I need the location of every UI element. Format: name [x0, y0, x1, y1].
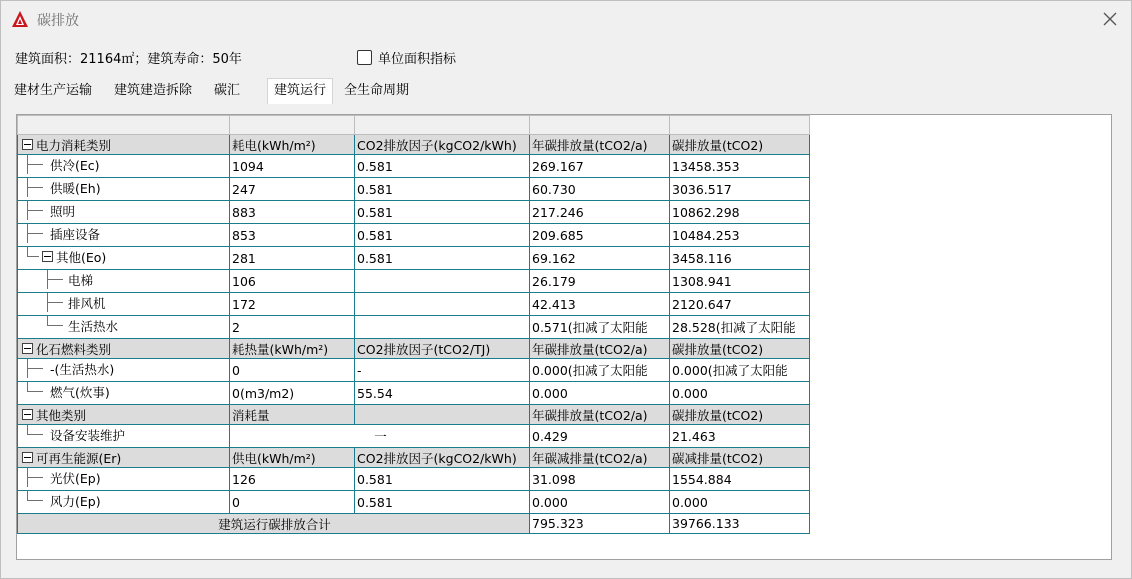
- header-cell: 碳排放量(tCO2): [670, 339, 810, 359]
- table-row[interactable]: [18, 316, 810, 339]
- header-cell: [355, 405, 530, 425]
- window-title: 碳排放: [37, 13, 79, 29]
- tab-construction-demolition[interactable]: 建筑建造拆除: [114, 83, 193, 98]
- cell: 0.000: [670, 382, 810, 405]
- cell[interactable]: 0.581: [355, 468, 530, 491]
- cell: 69.162: [530, 247, 670, 270]
- per-area-checkbox[interactable]: [357, 48, 456, 67]
- renewable-category-cell[interactable]: [18, 448, 230, 468]
- cell: 0.000: [530, 382, 670, 405]
- cell: 60.730: [530, 178, 670, 201]
- fossil-category-label: 化石燃料类别: [36, 341, 112, 357]
- row-label: 风力(Ep): [50, 493, 101, 509]
- other-category-label: 其他类别: [36, 407, 87, 423]
- cell[interactable]: 126: [230, 468, 355, 491]
- cell[interactable]: 0.581: [355, 224, 530, 247]
- header-cell: 年碳排放量(tCO2/a): [530, 405, 670, 425]
- header-cell: 碳减排量(tCO2): [670, 448, 810, 468]
- cell: 269.167: [530, 155, 670, 178]
- table-row[interactable]: [18, 201, 810, 224]
- cell[interactable]: 106: [230, 270, 355, 293]
- table-row[interactable]: [18, 293, 810, 316]
- cell[interactable]: [355, 316, 530, 339]
- row-label: -(生活热水): [50, 361, 115, 377]
- autocad-logo-icon: [11, 10, 29, 28]
- table-row[interactable]: [18, 359, 810, 382]
- total-emission: 39766.133: [670, 514, 810, 534]
- cell: 0.000: [530, 491, 670, 514]
- collapse-icon[interactable]: [22, 409, 33, 420]
- row-label: 设备安装维护: [50, 427, 126, 443]
- cell: 2120.647: [670, 293, 810, 316]
- cell: 13458.353: [670, 155, 810, 178]
- cell[interactable]: 0.581: [355, 247, 530, 270]
- row-label: 电梯: [68, 272, 94, 288]
- header-cell: 碳排放量(tCO2): [670, 135, 810, 155]
- cell[interactable]: [355, 293, 530, 316]
- cell[interactable]: 0: [230, 491, 355, 514]
- header-cell: 年碳排放量(tCO2/a): [530, 135, 670, 155]
- cell[interactable]: 247: [230, 178, 355, 201]
- table-row[interactable]: [18, 382, 810, 405]
- electric-category-cell[interactable]: [18, 135, 230, 155]
- cell: 21.463: [670, 425, 810, 448]
- electric-header-row: [18, 135, 810, 155]
- renewable-header-row: [18, 448, 810, 468]
- cell: 0.000(扣减了太阳能: [530, 359, 670, 382]
- table-row[interactable]: [18, 425, 810, 448]
- other-header-row: [18, 405, 810, 425]
- cell[interactable]: 1094: [230, 155, 355, 178]
- cell: 3458.116: [670, 247, 810, 270]
- renewable-category-label: 可再生能源(Er): [36, 450, 122, 466]
- cell: 10484.253: [670, 224, 810, 247]
- cell: 0.000(扣减了太阳能: [670, 359, 810, 382]
- header-cell: CO2排放因子(kgCO2/kWh): [355, 135, 530, 155]
- cell[interactable]: 853: [230, 224, 355, 247]
- table-row[interactable]: [18, 178, 810, 201]
- checkbox-label: 单位面积指标: [378, 52, 457, 67]
- collapse-icon[interactable]: [22, 139, 33, 150]
- row-label: 供暖(Eh): [50, 180, 101, 196]
- table-row[interactable]: [18, 491, 810, 514]
- cell: 209.685: [530, 224, 670, 247]
- total-label: 建筑运行碳排放合计: [18, 514, 530, 534]
- row-label: 排风机: [68, 295, 106, 311]
- tab-building-operation[interactable]: 建筑运行: [267, 78, 333, 104]
- cell[interactable]: 55.54: [355, 382, 530, 405]
- total-row: [18, 514, 810, 534]
- collapse-icon[interactable]: [22, 452, 33, 463]
- header-cell: 年碳减排量(tCO2/a): [530, 448, 670, 468]
- cell: 1554.884: [670, 468, 810, 491]
- cell: 42.413: [530, 293, 670, 316]
- other-category-cell[interactable]: [18, 405, 230, 425]
- cell[interactable]: 0: [230, 359, 355, 382]
- cell[interactable]: 172: [230, 293, 355, 316]
- close-icon[interactable]: [1101, 10, 1119, 28]
- row-label: 其他(Eo): [56, 249, 107, 265]
- row-label: 照明: [50, 203, 76, 219]
- header-cell: 供电(kWh/m²): [230, 448, 355, 468]
- header-cell: 年碳排放量(tCO2/a): [530, 339, 670, 359]
- table-row[interactable]: [18, 270, 810, 293]
- cell[interactable]: 0.581: [355, 178, 530, 201]
- row-label: 生活热水: [68, 318, 119, 334]
- header-cell: CO2排放因子(kgCO2/kWh): [355, 448, 530, 468]
- cell: 3036.517: [670, 178, 810, 201]
- cell: 0.429: [530, 425, 670, 448]
- operation-panel: [16, 114, 1112, 560]
- header-cell: 耗热量(kWh/m²): [230, 339, 355, 359]
- cell[interactable]: 0.581: [355, 491, 530, 514]
- cell[interactable]: -: [355, 359, 530, 382]
- total-annual: 795.323: [530, 514, 670, 534]
- table-row[interactable]: [18, 224, 810, 247]
- operation-grid: [17, 115, 810, 534]
- cell[interactable]: 2: [230, 316, 355, 339]
- row-label: 燃气(炊事): [50, 384, 110, 400]
- table-row[interactable]: [18, 155, 810, 178]
- cell: 26.179: [530, 270, 670, 293]
- electric-category-label: 电力消耗类别: [36, 137, 112, 153]
- header-cell: 消耗量: [230, 405, 355, 425]
- row-label: 光伏(Ep): [50, 470, 101, 486]
- cell[interactable]: 0.581: [355, 201, 530, 224]
- tab-carbon-sink[interactable]: 碳汇: [214, 83, 241, 98]
- cell[interactable]: 一: [230, 425, 530, 448]
- title-bar: [1, 1, 1131, 37]
- cell[interactable]: 0(m3/m2): [230, 382, 355, 405]
- building-info: 建筑面积：21164㎡；建筑寿命：50年: [15, 52, 242, 67]
- cell[interactable]: 0.581: [355, 155, 530, 178]
- cell: 217.246: [530, 201, 670, 224]
- cell[interactable]: 281: [230, 247, 355, 270]
- header-cell: 碳排放量(tCO2): [670, 405, 810, 425]
- row-label: 供冷(Ec): [50, 157, 100, 173]
- cell: 31.098: [530, 468, 670, 491]
- cell: 0.571(扣减了太阳能: [530, 316, 670, 339]
- tab-full-lifecycle[interactable]: 全生命周期: [344, 83, 410, 98]
- collapse-icon[interactable]: [22, 343, 33, 354]
- grid-column-header-row: [18, 116, 810, 135]
- cell: 1308.941: [670, 270, 810, 293]
- fossil-category-cell[interactable]: [18, 339, 230, 359]
- cell[interactable]: 883: [230, 201, 355, 224]
- tab-material-transport[interactable]: 建材生产运输: [14, 83, 93, 98]
- table-row[interactable]: [18, 468, 810, 491]
- header-cell: CO2排放因子(tCO2/TJ): [355, 339, 530, 359]
- collapse-icon[interactable]: [42, 251, 53, 262]
- row-label: 插座设备: [50, 226, 101, 242]
- cell: 28.528(扣减了太阳能: [670, 316, 810, 339]
- cell[interactable]: [355, 270, 530, 293]
- header-cell: 耗电(kWh/m²): [230, 135, 355, 155]
- cell: 10862.298: [670, 201, 810, 224]
- table-row[interactable]: [18, 247, 810, 270]
- fossil-header-row: [18, 339, 810, 359]
- cell: 0.000: [670, 491, 810, 514]
- checkbox-box[interactable]: [357, 50, 372, 65]
